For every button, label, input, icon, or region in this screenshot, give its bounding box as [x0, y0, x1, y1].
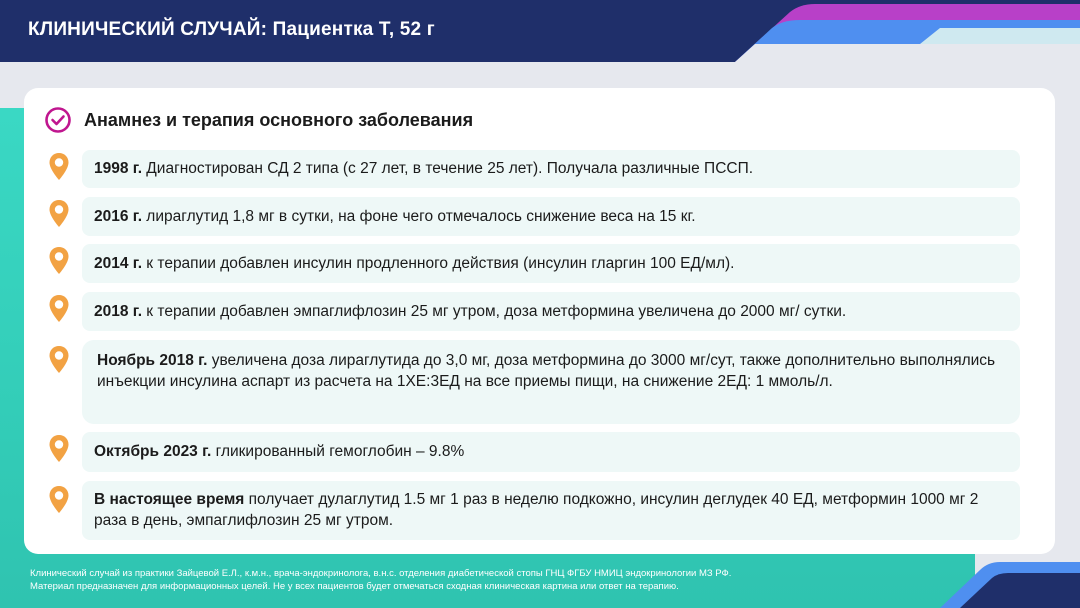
location-pin-icon [48, 485, 70, 515]
location-pin-icon [48, 434, 70, 464]
content-card [24, 88, 1055, 554]
timeline-description: к терапии добавлен инсулин продленного действия (инсулин гларгин 100 ЕД/мл). [142, 255, 735, 272]
location-pin-icon [48, 152, 70, 182]
timeline-date: 2014 г. [94, 255, 142, 272]
timeline-item [44, 244, 1020, 283]
footer-line-1: Клинический случай из практики Зайцевой Е.Л., к.м.н., врача-эндокринолога, в.н.с. отделения диабетической стопы ГНЦ ФГБУ НМИЦ эндокринологии МЗ РФ. [30, 568, 732, 579]
timeline-description: Диагностирован СД 2 типа (с 27 лет, в течение 25 лет). Получала различные ПССП. [142, 160, 754, 177]
timeline-text [82, 481, 1020, 540]
timeline-description: лираглутид 1,8 мг в сутки, на фоне чего отмечалось снижение веса на 15 кг. [142, 208, 696, 225]
timeline-item [44, 340, 1020, 424]
timeline-description: к терапии добавлен эмпаглифлозин 25 мг утром, доза метформина увеличена до 2000 мг/ сутки. [142, 303, 847, 320]
timeline-date: 2018 г. [94, 303, 142, 320]
page-title: КЛИНИЧЕСКИЙ СЛУЧАЙ: Пациентка Т, 52 г [28, 19, 435, 40]
section-header [44, 106, 473, 134]
timeline-date: Ноябрь 2018 г. [97, 352, 208, 369]
check-circle-icon [44, 106, 72, 134]
timeline-item [44, 432, 1020, 472]
timeline-date: В настоящее время [94, 491, 245, 508]
timeline-text [82, 244, 1020, 283]
timeline-text [82, 197, 1020, 236]
location-pin-icon [48, 345, 70, 375]
timeline-item [44, 292, 1020, 331]
timeline-text [82, 340, 1020, 424]
timeline-date: 1998 г. [94, 160, 142, 177]
location-pin-icon [48, 246, 70, 276]
timeline-item [44, 150, 1020, 188]
timeline-date: Октябрь 2023 г. [94, 443, 212, 460]
location-pin-icon [48, 199, 70, 229]
timeline-item [44, 197, 1020, 236]
timeline-text [82, 292, 1020, 331]
timeline-description: гликированный гемоглобин – 9.8% [211, 443, 465, 460]
timeline-text [82, 432, 1020, 472]
corner-decoration [940, 556, 1080, 608]
location-pin-icon [48, 294, 70, 324]
header-bar [0, 0, 1080, 62]
timeline-date: 2016 г. [94, 208, 142, 225]
timeline-description: увеличена доза лираглутида до 3,0 мг, доза метформина до 3000 мг/сут, также дополнительно выполнялись инъекции инсулина аспарт из расчета на 1ХЕ:3ЕД на все приемы пищи, на снижение 2ЕД: 1 ммоль/л. [97, 352, 996, 390]
timeline-description: получает дулаглутид 1.5 мг 1 раз в неделю подкожно, инсулин деглудек 40 ЕД, метформин 1000 мг 2 раза в день, эмпаглифлозин 25 мг утром. [94, 491, 979, 529]
timeline-item [44, 481, 1020, 540]
section-title: Анамнез и терапия основного заболевания [84, 109, 474, 130]
timeline-text [82, 150, 1020, 188]
footer-note [30, 567, 930, 593]
footer-line-2: Материал предназначен для информационных целей. Не у всех пациентов будет отмечаться сходная клиническая картина или ответ на терапию. [30, 581, 679, 592]
